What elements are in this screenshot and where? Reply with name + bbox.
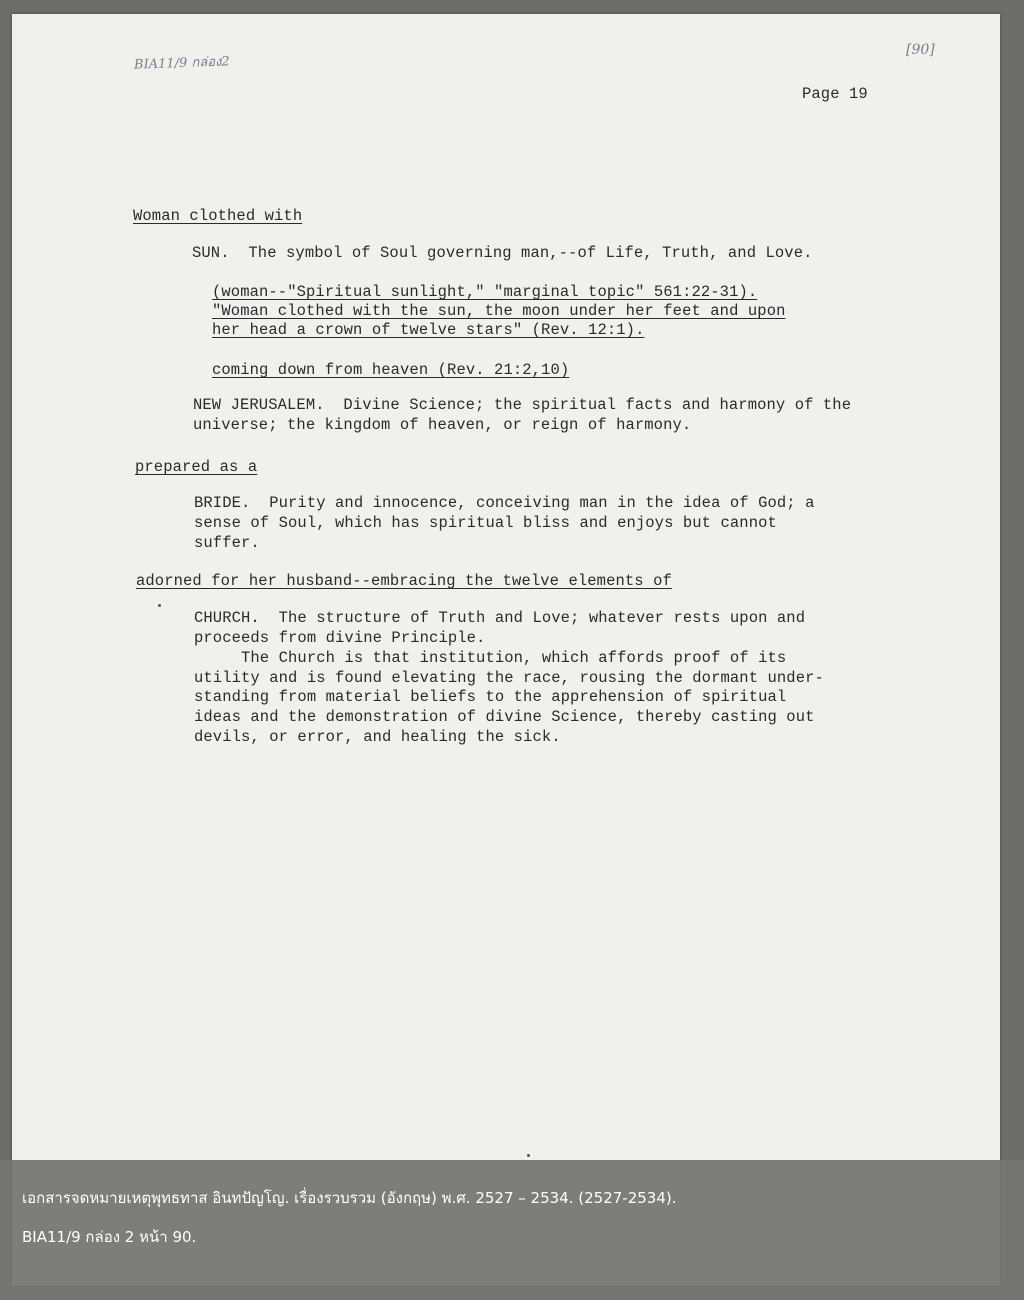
church-line-4: utility and is found elevating the race, rousing the dormant under-: [194, 669, 824, 687]
quote-line-2: "Woman clothed with the sun, the moon under her feet and upon: [212, 302, 786, 320]
document-page: [12, 14, 1000, 1286]
caption-title: เอกสารจดหมายเหตุพุทธทาส อินทปัญโญ. เรื่องรวบรวม (อังกฤษ) พ.ศ. 2527 – 2534. (2527-2534).: [22, 1189, 677, 1207]
church-line-5: standing from material beliefs to the apprehension of spiritual: [194, 688, 787, 706]
jerusalem-line-2: universe; the kingdom of heaven, or reign of harmony.: [193, 416, 692, 434]
church-line-1: CHURCH. The structure of Truth and Love; whatever rests upon and: [194, 609, 806, 627]
bride-line-3: suffer.: [194, 534, 260, 552]
bride-line-2: sense of Soul, which has spiritual bliss and enjoys but cannot: [194, 514, 777, 532]
heading-prepared-as: prepared as a: [135, 458, 258, 476]
heading-adorned: adorned for her husband--embracing the twelve elements of: [136, 572, 672, 590]
church-line-7: devils, or error, and healing the sick.: [194, 728, 561, 746]
quote-line-1: (woman--"Spiritual sunlight," "marginal topic" 561:22-31).: [212, 283, 758, 301]
church-line-2: proceeds from divine Principle.: [194, 629, 486, 647]
jerusalem-line-1: NEW JERUSALEM. Divine Science; the spiritual facts and harmony of the: [193, 396, 852, 414]
church-line-6: ideas and the demonstration of divine Science, thereby casting out: [194, 708, 815, 726]
bride-line-1: BRIDE. Purity and innocence, conceiving man in the idea of God; a: [194, 494, 815, 512]
handwritten-archive-ref: BIA11/9 กล่อง2: [133, 54, 230, 73]
paper-speck: [158, 604, 161, 607]
definition-sun: SUN. The symbol of Soul governing man,--of Life, Truth, and Love.: [192, 244, 813, 262]
page-number: Page 19: [802, 85, 868, 103]
heading-woman-clothed: Woman clothed with: [133, 207, 303, 225]
coming-down-line: coming down from heaven (Rev. 21:2,10): [212, 361, 570, 379]
handwritten-page-stamp: [90]: [906, 42, 935, 58]
church-line-3: The Church is that institution, which affords proof of its: [194, 649, 787, 667]
paper-speck: [527, 1154, 530, 1157]
quote-line-3: her head a crown of twelve stars" (Rev. 12:1).: [212, 321, 645, 339]
caption-bar: [0, 1160, 1024, 1300]
caption-reference: BIA11/9 กล่อง 2 หน้า 90.: [22, 1228, 197, 1246]
